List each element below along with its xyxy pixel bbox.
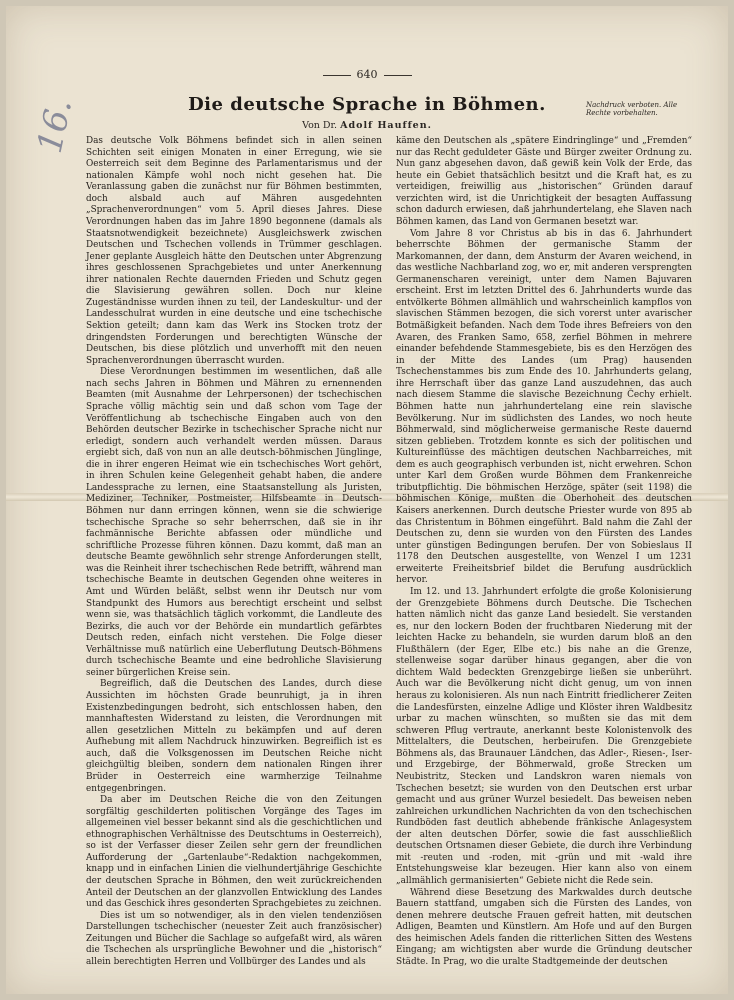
- page-number: [6, 68, 728, 81]
- left-paragraph-5: Dies ist um so notwendiger, als in den vielen tendenziösen Darstellungen tschechischer (neuester Zeit auch französischer) Zeitungen und Bücher die Sachlage so aufgefaßt wird, als wären die Tschechen als ursprüngliche Bewohner und die „historisch“ allein berechtigten Herren und Vollbürger des Landes und als: [86, 910, 382, 967]
- page-number-text: 640: [356, 68, 378, 81]
- author-prefix: Von Dr.: [302, 120, 338, 131]
- dash-right: [384, 75, 412, 76]
- right-paragraph-3: Im 12. und 13. Jahrhundert erfolgte die große Kolonisierung der Grenzgebiete Böhmens durch Deutsche. Die Tschechen hatten nämlich nicht das ganze Land besiedelt. Sie verstanden es, nur den lockern Boden der fruchtbaren Niederung mit der leichten Hacke zu behandeln, sie wurden darum bloß an den Flußthälern (der Eger, Elbe etc.) bis nahe an die Grenze, stellenweise sogar darüber hinaus gegangen, aber die von dichtem Wald bedeckten Grenzgebirge ließen sie unberührt. Auch war die Bevölkerung nicht dicht genug, um von innen heraus zu kolonisieren. Als nun nach Eintritt friedlicherer Zeiten die Landesfürsten, einzelne Adlige und Klöster ihren Waldbesitz urbar zu machen wünschten, so mußten sie das mit dem schweren Pflug vertraute, anerkannt beste Kolonistenvolk des Mittelalters, die Deutschen, herbeirufen. Die Grenzgebiete Böhmens als, das Braunauer Ländchen, das Adler-, Riesen-, Iser- und Erzgebirge, der Böhmerwald, große Strecken um Neubistritz, Stecken und Landskron waren niemals von Tschechen besetzt; sie wurden von den Deutschen erst urbar gemacht und aus grüner Wurzel besiedelt. Das beweisen neben zahlreichen urkundlichen Nachrichten da von den tschechischen Rundböden fast deutlich abhebende fränkische Anlagesystem der alten deutschen Dörfer, sowie die fast ausschließlich deutschen Ortsnamen dieser Gebiete, die durch ihre Verbindung mit -reuten und -roden, mit -grün und mit -wald ihre Entstehungsweise klar bezeugen. Hier kann also von einem „allmählich germanisierten“ Gebiete nicht die Rede sein.: [396, 586, 692, 886]
- right-paragraph-1: käme den Deutschen als „spätere Eindringlinge“ und „Fremden“ nur das Recht geduldeter Gäste und Bürger zweiter Ordnung zu. Nun ganz abgesehen davon, daß gewiß kein Volk der Erde, das heute ein Gebiet thatsächlich besitzt und die Kraft hat, es zu verteidigen, freiwillig aus „historischen“ Gründen darauf verzichten wird, ist die Unrichtigkeit der besagten Auffassung schon dadurch erwiesen, daß jahrhundertelang, ehe Slaven nach Böhmen kamen, das Land von Germanen besetzt war.: [396, 136, 692, 227]
- newspaper-page: [6, 6, 728, 994]
- left-paragraph-2: Diese Verordnungen bestimmen im wesentlichen, daß alle nach sechs Jahren in Böhmen und Mähren zu ernennenden Beamten (mit Ausnahme der Lehrpersonen) der tschechischen Sprache völlig mächtig sein und daß schon vom Tage der Veröffentlichung ab tschechische Eingaben auch von den Behörden deutscher Bezirke in tschechischer Sprache nicht nur erledigt, sondern auch verhandelt werden müssen. Daraus ergiebt sich, daß von nun an alle deutsch-böhmischen Jünglinge, die in ihrer engeren Heimat wie ein tschechisches Wort gehört, in ihren Schulen keine Gelegenheit gehabt haben, die andere Landessprache zu lernen, eine Staatsanstellung als Juristen, Mediziner, Techniker, Postmeister, Hilfsbeamte in Deutsch-Böhmen nur dann erringen können, wenn sie die schwierige tschechische Sprache so sehr beherrschen, daß sie in ihr fachmännische Berichte abfassen oder mündliche und schriftliche Prozesse führen können. Dazu kommt, daß man an deutsche Beamte gewöhnlich sehr strenge Anforderungen stellt, was die Reinheit ihrer tschechischen Rede betrifft, während man tschechische Beamte in deutschen Gegenden ohne weiteres in Amt und Würden beläßt, selbst wenn ihr Deutsch nur vom Standpunkt des Humors aus berechtigt erscheint und selbst wenn sie, was thatsächlich täglich vorkommt, die Landleute des Bezirks, die auch vor der Behörde ein mundartlich gefärbtes Deutsch reden, einfach nicht verstehen. Die Folge dieser Verhältnisse muß natürlich eine Ueberflutung Deutsch-Böhmens durch tschechische Beamte und eine bedrohliche Slavisierung seiner bürgerlichen Kreise sein.: [86, 367, 382, 678]
- left-paragraph-3: Begreiflich, daß die Deutschen des Landes, durch diese Aussichten im höchsten Grade beunruhigt, ja in ihren Existenzbedingungen bedroht, sich entschlossen haben, den mannhaftesten Widerstand zu leisten, die Verordnungen mit allen gesetzlichen Mitteln zu bekämpfen und auf deren Aufhebung mit allem Nachdruck hinzuwirken. Begreiflich ist es auch, daß die Volksgenossen im Deutschen Reiche nicht gleichgültig bleiben, sondern dem nationalen Ringen ihrer Brüder in Oesterreich eine warmherzige Teilnahme entgegenbringen.: [86, 679, 382, 794]
- left-paragraph-1: Das deutsche Volk Böhmens befindet sich in allen seinen Schichten seit einigen Monaten in einer Erregung, wie sie Oesterreich seit dem Beginne des Parlamentarismus und der nationalen Kämpfe wohl noch nicht gesehen hat. Die Veranlassung gaben die zunächst nur für Böhmen bestimmten, doch alsbald auch auf Mähren ausgedehnten „Sprachenverordnungen“ vom 5. April dieses Jahres. Diese Verordnungen haben das im Jahre 1890 begonnene (damals als Staatsnotwendigkeit bezeichnete) Ausgleichswerk zwischen Deutschen und Tschechen vollends in Trümmer geschlagen. Jener geplante Ausgleich hätte den Deutschen unter Abgrenzung ihres geschlossenen Sprachgebietes und unter Anerkennung ihrer nationalen Rechte dauernden Frieden und Schutz gegen die Slavisierung gewähren sollen. Doch nur kleine Zugeständnisse wurden ihnen zu teil, der Landeskultur- und der Landesschulrat wurden in eine deutsche und eine tschechische Sektion geteilt; dann kam das Werk ins Stocken trotz der dringendsten Forderungen und berechtigten Wünsche der Deutschen, bis diese plötzlich und unverhofft mit den neuen Sprachenverordnungen überrascht wurden.: [86, 136, 382, 366]
- handwritten-mark: 16.: [29, 95, 81, 157]
- right-paragraph-4: Während diese Besetzung des Markwaldes durch deutsche Bauern stattfand, umgaben sich die Fürsten des Landes, von denen mehrere deutsche Frauen gefreit hatten, mit deutschen Adligen, Beamten und Künstlern. Am Hofe und auf den Burgen des heimischen Adels fanden die ritterlichen Sitten des Westens Eingang; am wichtigsten aber wurde die Gründung deutscher Städte. In Prag, wo die uralte Stadtgemeinde der deutschen: [396, 887, 692, 967]
- author-name: Adolf Hauffen.: [340, 120, 432, 131]
- dash-left: [323, 75, 351, 76]
- left-paragraph-4: Da aber im Deutschen Reiche die von den Zeitungen sorgfältig geschilderten politischen Vorgänge des Tages im allgemeinen viel besser bekannt sind als die geschichtlichen und ethnographischen Verhältnisse des Deutschtums in Oesterreich), so ist der Verfasser dieser Zeilen sehr gern der freundlichen Aufforderung der „Gartenlaube“-Redaktion nachgekommen, knapp und in einfachen Linien die vielhundertjährige Geschichte der deutschen Sprache in Böhmen, den weit zurückreichenden Anteil der Deutschen an der glanzvollen Entwicklung des Landes und das Geschick ihres gesonderten Sprachgebietes zu zeichnen.: [86, 795, 382, 910]
- article-author: [6, 120, 728, 131]
- right-column: [396, 136, 692, 969]
- left-column: [86, 136, 382, 969]
- right-paragraph-2: Vom Jahre 8 vor Christus ab bis in das 6. Jahrhundert beherrschte Böhmen der germanische Stamm der Markomannen, der dann, dem Ansturm der Avaren weichend, in das westliche Nachbarland zog, wo er, mit anderen versprengten Germanenscharen vereinigt, unter dem Namen Bajuvaren erscheint. Erst im letzten Drittel des 6. Jahrhunderts wurde das entvölkerte Böhmen allmählich und wahrscheinlich kampflos von slavischen Stämmen bezogen, die sich vorerst unter avarischer Botmäßigkeit befanden. Nach dem Tode ihres Befreiers von den Avaren, des Franken Samo, 658, zerfiel Böhmen in mehrere einander befehdende Stammesgebiete, bis es den Herzögen des in der Mitte des Landes (um Prag) hausenden Tschechenstammes bis zum Ende des 10. Jahrhunderts gelang, ihre Herrschaft über das ganze Land auszudehnen, das auch nach diesem Stamme die slavische Bezeichnung Čechy erhielt. Böhmen hatte nun jahrhundertelang eine rein slavische Bevölkerung. Nur im südlichsten des Landes, wo noch heute Böhmerwald, sind möglicherweise germanische Reste dauernd sitzen geblieben. Trotzdem konnte es sich der politischen und Kultureinflüsse des mächtigen deutschen Nachbarreiches, mit dem es auch geographisch verbunden ist, nicht erwehren. Schon unter Karl dem Großen wurde Böhmen dem Frankenreiche tributpflichtig. Die böhmischen Herzöge, später (seit 1198) die böhmischen Könige, mußten die Oberhoheit des deutschen Kaisers anerkennen. Durch deutsche Priester wurde von 895 ab das Christentum in Böhmen eingeführt. Bald nahm die Zahl der Deutschen zu, denn sie wurden von den Fürsten des Landes unter günstigen Bedingungen berufen. Der von Sobieslaus II 1178 den Deutschen ausgestellte, von Wenzel I um 1231 erweiterte Freiheitsbrief bildet die Berufung ausdrücklich hervor.: [396, 228, 692, 586]
- article-title: Die deutsche Sprache in Böhmen.: [188, 94, 546, 115]
- reprint-notice: Nachdruck verboten. Alle Rechte vorbehalten.: [586, 101, 678, 117]
